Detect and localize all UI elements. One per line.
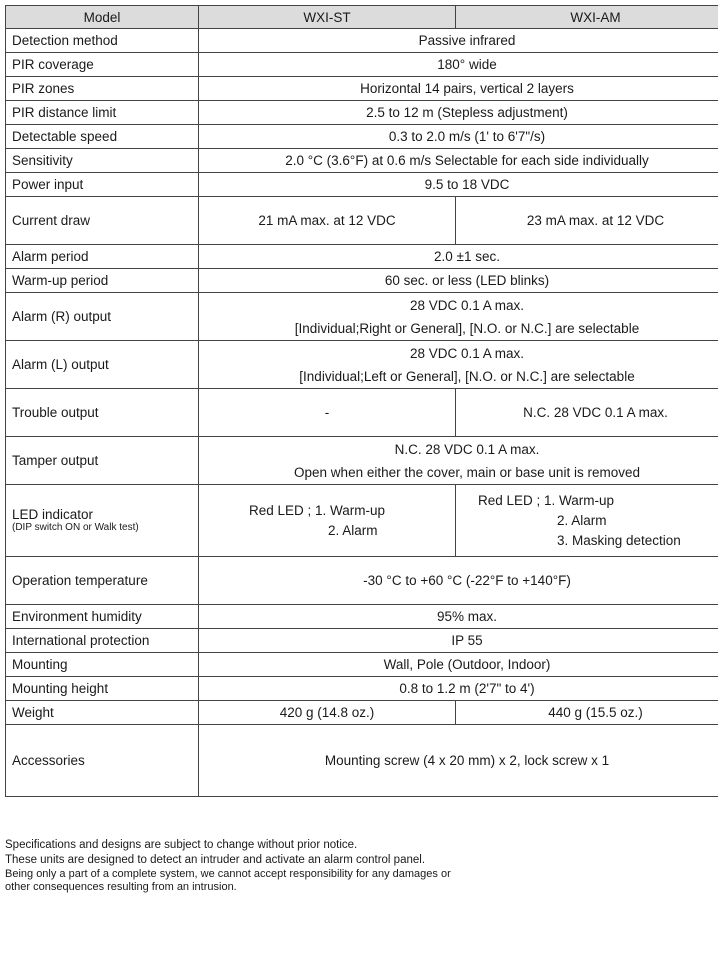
table-row — [6, 269, 718, 293]
row-label: Accessories — [6, 725, 199, 797]
led-line: Red LED ; 1. Warm-up — [249, 502, 386, 518]
table-row — [6, 485, 718, 557]
table-row — [6, 29, 718, 53]
row-value: 0.3 to 2.0 m/s (1' to 6'7"/s) — [199, 125, 718, 149]
table-row — [6, 149, 718, 173]
value-line: [Individual;Left or General], [N.O. or N.C.] are selectable — [299, 368, 635, 384]
table-row — [6, 653, 718, 677]
value-line: 28 VDC 0.1 A max. — [409, 297, 525, 313]
row-value — [199, 341, 718, 389]
row-label: Alarm period — [6, 245, 199, 269]
row-value-am: 440 g (15.5 oz.) — [456, 701, 718, 725]
table-row — [6, 629, 718, 653]
led-sublabel: (DIP switch ON or Walk test) — [12, 522, 139, 533]
row-value-st: 420 g (14.8 oz.) — [199, 701, 456, 725]
row-value — [199, 293, 718, 341]
table-row — [6, 125, 718, 149]
row-value: 2.0 ±1 sec. — [199, 245, 718, 269]
row-label: PIR coverage — [6, 53, 199, 77]
row-label: PIR zones — [6, 77, 199, 101]
table-row — [6, 101, 718, 125]
row-value: Horizontal 14 pairs, vertical 2 layers — [199, 77, 718, 101]
row-value: 2.5 to 12 m (Stepless adjustment) — [199, 101, 718, 125]
table-row — [6, 197, 718, 245]
row-label: International protection — [6, 629, 199, 653]
row-label: Environment humidity — [6, 605, 199, 629]
row-label: Detection method — [6, 29, 199, 53]
value-line: 28 VDC 0.1 A max. — [409, 345, 525, 361]
value-line: N.C. 28 VDC 0.1 A max. — [394, 441, 540, 457]
led-line: Red LED ; 1. Warm-up — [478, 492, 615, 508]
header-wxi-st: WXI-ST — [199, 6, 456, 29]
table-row — [6, 341, 718, 389]
note-line: Being only a part of a complete system, we cannot accept responsibility for any damages or — [5, 868, 451, 880]
header-row — [6, 6, 718, 29]
row-label — [6, 485, 199, 557]
row-value — [199, 437, 718, 485]
led-line: 3. Masking detection — [557, 532, 681, 548]
note-line: other consequences resulting from an intrusion. — [5, 881, 237, 893]
row-label: Current draw — [6, 197, 199, 245]
table-row — [6, 389, 718, 437]
row-label: Power input — [6, 173, 199, 197]
spec-table — [5, 5, 718, 797]
row-label: PIR distance limit — [6, 101, 199, 125]
led-line: 2. Alarm — [328, 522, 378, 538]
table-row — [6, 173, 718, 197]
table-row — [6, 293, 718, 341]
value-line: Open when either the cover, main or base unit is removed — [294, 464, 640, 480]
row-value: Passive infrared — [199, 29, 718, 53]
row-value: Mounting screw (4 x 20 mm) x 2, lock screw x 1 — [199, 725, 718, 797]
table-row — [6, 437, 718, 485]
row-label: Operation temperature — [6, 557, 199, 605]
row-value: -30 °C to +60 °C (-22°F to +140°F) — [199, 557, 718, 605]
row-label: Alarm (R) output — [6, 293, 199, 341]
led-line: 2. Alarm — [557, 512, 607, 528]
header-wxi-am: WXI-AM — [456, 6, 718, 29]
row-label: Detectable speed — [6, 125, 199, 149]
row-value-am — [456, 485, 718, 557]
row-value: 9.5 to 18 VDC — [199, 173, 718, 197]
row-label: Warm-up period — [6, 269, 199, 293]
table-row — [6, 677, 718, 701]
row-label: Trouble output — [6, 389, 199, 437]
table-row — [6, 605, 718, 629]
note-line: Specifications and designs are subject to change without prior notice. — [5, 839, 358, 851]
row-value: 2.0 °C (3.6°F) at 0.6 m/s Selectable for each side individually — [199, 149, 718, 173]
row-value: 0.8 to 1.2 m (2'7" to 4') — [199, 677, 718, 701]
row-value-st: 21 mA max. at 12 VDC — [199, 197, 456, 245]
header-model: Model — [6, 6, 199, 29]
row-label: Tamper output — [6, 437, 199, 485]
row-value-am: 23 mA max. at 12 VDC — [456, 197, 718, 245]
row-value: Wall, Pole (Outdoor, Indoor) — [199, 653, 718, 677]
row-value: 180° wide — [199, 53, 718, 77]
table-row — [6, 53, 718, 77]
value-line: [Individual;Right or General], [N.O. or N.C.] are selectable — [294, 320, 640, 336]
table-row — [6, 557, 718, 605]
table-row — [6, 725, 718, 797]
table-row — [6, 701, 718, 725]
row-value-st — [199, 485, 456, 557]
row-label: Mounting height — [6, 677, 199, 701]
table-row — [6, 77, 718, 101]
row-label: Mounting — [6, 653, 199, 677]
footnotes — [5, 838, 451, 894]
row-value: 60 sec. or less (LED blinks) — [199, 269, 718, 293]
row-value-am: N.C. 28 VDC 0.1 A max. — [456, 389, 718, 437]
row-label: Alarm (L) output — [6, 341, 199, 389]
led-label: LED indicator — [12, 507, 94, 522]
row-label: Weight — [6, 701, 199, 725]
row-value: 95% max. — [199, 605, 718, 629]
table-row — [6, 245, 718, 269]
note-line: These units are designed to detect an intruder and activate an alarm control panel. — [5, 854, 426, 866]
row-value: IP 55 — [199, 629, 718, 653]
row-value-st: - — [199, 389, 456, 437]
row-label: Sensitivity — [6, 149, 199, 173]
